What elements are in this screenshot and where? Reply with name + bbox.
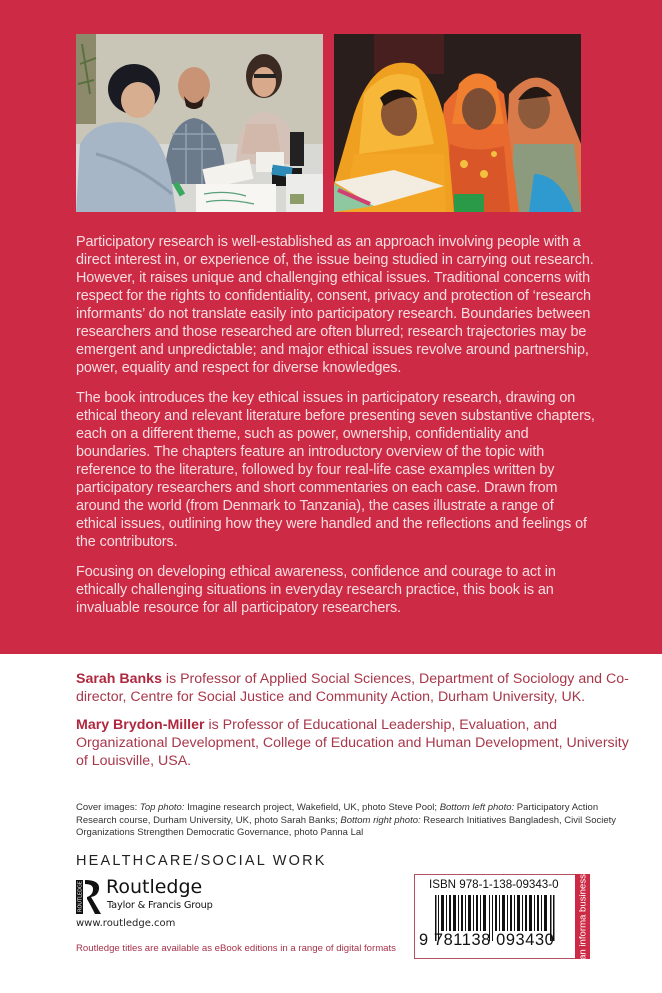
author-bio-text: is Professor of Educational Leadership, Evaluation, and Organizational Development, College of Education and Human Development, University of Louisville, USA. (76, 717, 629, 769)
author-bio-mary-brydon-miller (76, 716, 636, 770)
author-name: Sarah Banks (76, 671, 162, 687)
credits-prefix: Cover images: (76, 802, 140, 813)
credits-top-label: Top photo: (139, 802, 185, 813)
photo-research-group-image (76, 34, 323, 212)
publisher-name: Routledge (106, 876, 203, 898)
back-cover-blurb (76, 233, 596, 629)
photo-research-group (76, 34, 323, 212)
ebook-note: Routledge titles are available as eBook editions in a range of digital formats (76, 943, 396, 954)
subject-category: HEALTHCARE/SOCIAL WORK (76, 853, 327, 869)
isbn-digits: 9 781138 093430 (419, 931, 555, 949)
publisher-group: Taylor & Francis Group (107, 900, 213, 911)
author-name: Mary Brydon-Miller (76, 717, 205, 733)
svg-text:ROUTLEDGE: ROUTLEDGE (77, 881, 84, 912)
publisher-logo (76, 878, 276, 934)
isbn-barcode-box (414, 874, 576, 959)
informa-label: an informa business (577, 873, 588, 960)
publisher-url[interactable]: www.routledge.com (76, 918, 176, 929)
blurb-paragraph-1: Participatory research is well-established as an approach involving people with a direct interest in, or experience of, the issue being studied in carrying out research. However, it raises unique and challenging ethical issues. Traditional concerns with respect for the rights to confidentiality, consent, privacy and protection of ‘research informants’ do not translate easily into participatory research. Boundaries between researchers and those researched are often blurred; research trajectories may be emergent and unpredictable; and major ethical issues revolve around partnership, power, equality and respect for diverse knowledges. (76, 234, 594, 376)
cover-image-credits (76, 802, 636, 840)
informa-business-tag (575, 874, 590, 959)
isbn-label: ISBN 978-1-138-09343-0 (429, 878, 559, 891)
author-bio-sarah-banks (76, 670, 636, 706)
credits-bottom-right-text: Research Initiatives Bangladesh, Civil Society Organizations Strengthen Democratic Governance, photo Panna Lal (76, 814, 617, 838)
credits-top-text: Imagine research project, Wakefield, UK, photo Steve Pool; (184, 802, 440, 813)
author-bios (76, 670, 636, 780)
blurb-paragraph-2: The book introduces the key ethical issues in participatory research, drawing on ethical theory and relevant literature before presenting seven substantive chapters, each on a different theme, such as power, ownership, confidentiality and boundaries. The chapters feature an introductory overview of the topic with reference to the literature, followed by four real-life case examples written by participatory researchers and short commentaries on each case. Drawn from around the world (from Denmark to Tanzania), the cases illustrate a range of ethical issues, outlining how they were handled and the reflections and feelings of the contributors. (76, 390, 595, 550)
blurb-paragraph-3: Focusing on developing ethical awareness, confidence and courage to act in ethically challenging situations in everyday research practice, this book is an invaluable resource for all participatory researchers. (76, 564, 556, 616)
credits-bottom-left-label: Bottom left photo: (439, 802, 515, 813)
photo-women-reading-image (334, 34, 581, 212)
credits-bottom-right-label: Bottom right photo: (340, 814, 421, 826)
routledge-r-icon (76, 878, 104, 916)
credits-bottom-left-text: Participatory Action Research course, Durham University, UK, photo Sarah Banks; (76, 802, 599, 826)
photo-women-reading (334, 34, 581, 212)
author-bio-text: is Professor of Applied Social Sciences, Department of Sociology and Co-director, Centre for Social Justice and Community Action, Durham University, UK. (76, 671, 629, 705)
